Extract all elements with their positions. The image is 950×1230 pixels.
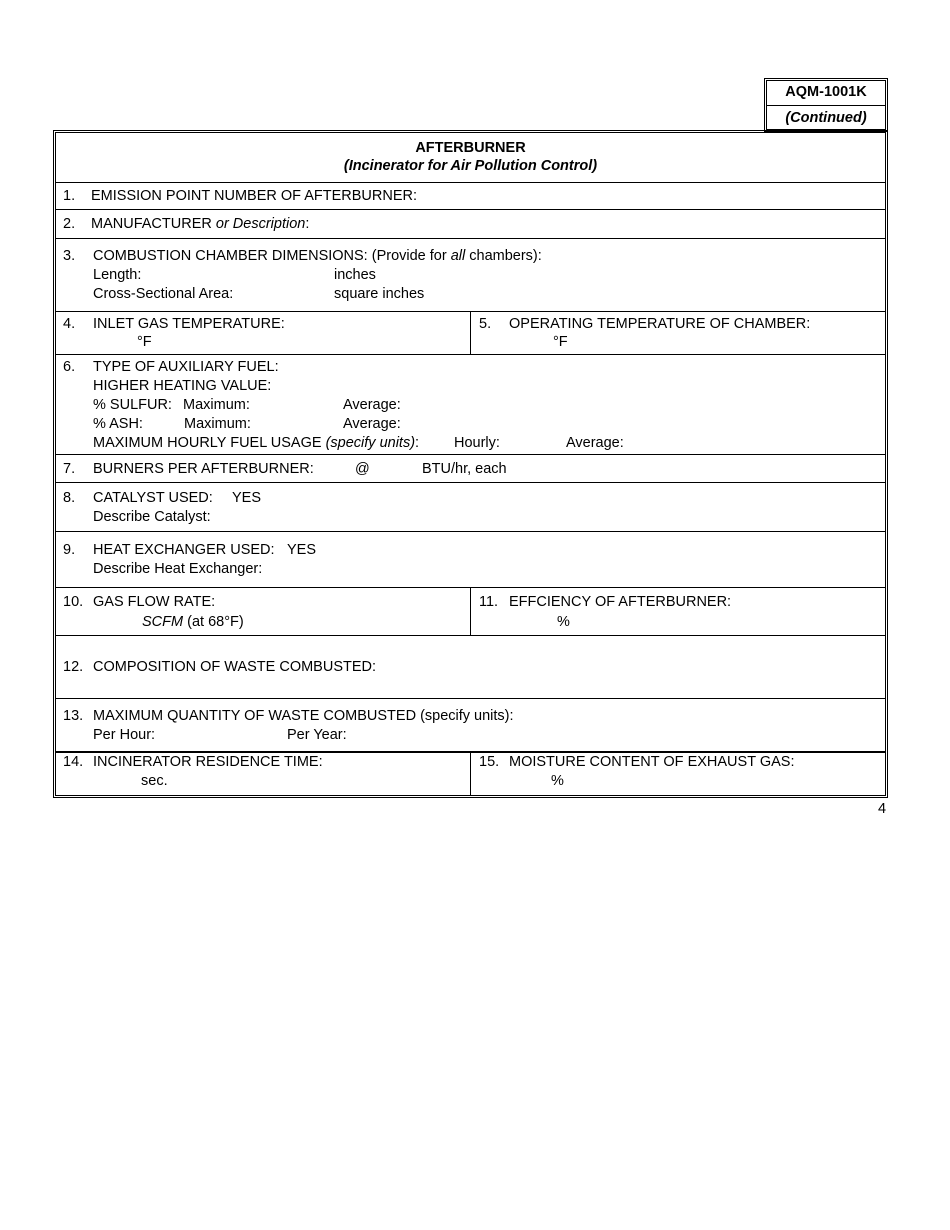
item-1-number: 1. <box>63 188 76 204</box>
heat-exchanger-used-label: HEAT EXCHANGER USED: <box>93 542 275 558</box>
burners-at-symbol: @ <box>355 461 370 477</box>
heating-value-label: HIGHER HEATING VALUE: <box>93 378 272 394</box>
operating-temp-unit: °F <box>553 334 568 350</box>
divider-4 <box>56 354 885 355</box>
item-13-number: 13. <box>63 708 84 724</box>
waste-quantity-label: MAXIMUM QUANTITY OF WASTE COMBUSTED (specify units): <box>93 708 514 724</box>
item-15-number: 15. <box>479 754 500 770</box>
fuel-usage-italic: (specify units) <box>325 435 416 451</box>
manufacturer-label-text: MANUFACTURER <box>91 216 212 232</box>
fuel-usage-label <box>93 435 419 451</box>
waste-composition-label: COMPOSITION OF WASTE COMBUSTED: <box>93 659 377 675</box>
burners-label: BURNERS PER AFTERBURNER: <box>93 461 314 477</box>
inlet-gas-temp-unit: °F <box>137 334 152 350</box>
divider-1 <box>56 209 885 210</box>
fuel-usage-average-label: Average: <box>566 435 624 451</box>
describe-catalyst-label: Describe Catalyst: <box>93 509 211 525</box>
residence-time-unit: sec. <box>141 773 168 789</box>
item-5-number: 5. <box>479 316 492 332</box>
item-11-number: 11. <box>479 594 499 610</box>
ash-label: % ASH: <box>93 416 143 432</box>
per-year-label: Per Year: <box>287 727 347 743</box>
fuel-usage-hourly-label: Hourly: <box>454 435 500 451</box>
page-number: 4 <box>878 801 887 817</box>
aux-fuel-type-label: TYPE OF AUXILIARY FUEL: <box>93 359 279 375</box>
gas-flow-rate-unit-italic: SCFM <box>142 614 184 630</box>
length-unit: inches <box>334 267 376 283</box>
form-code-divider <box>767 105 885 106</box>
moisture-content-unit: % <box>551 773 564 789</box>
item-2-number: 2. <box>63 216 76 232</box>
item-8-number: 8. <box>63 490 76 506</box>
divider-10-11 <box>470 587 471 635</box>
sulfur-maximum-label: Maximum: <box>183 397 250 413</box>
inlet-gas-temp-label: INLET GAS TEMPERATURE: <box>93 316 285 332</box>
describe-heat-exchanger-label: Describe Heat Exchanger: <box>93 561 263 577</box>
divider-header <box>56 182 885 183</box>
ash-maximum-label: Maximum: <box>184 416 251 432</box>
item-9-number: 9. <box>63 542 76 558</box>
efficiency-label: EFFCIENCY OF AFTERBURNER: <box>509 594 732 610</box>
per-hour-label: Per Hour: <box>93 727 156 743</box>
burners-unit: BTU/hr, each <box>422 461 507 477</box>
gas-flow-rate-label: GAS FLOW RATE: <box>93 594 216 610</box>
cross-section-unit: square inches <box>334 286 425 302</box>
chamber-dimensions-text-b: chambers): <box>469 248 542 264</box>
form-subtitle: (Incinerator for Air Pollution Control) <box>343 158 598 174</box>
divider-6 <box>56 454 885 455</box>
divider-14-15 <box>470 752 471 795</box>
form-code-id: AQM-1001K <box>785 84 867 100</box>
form-title: AFTERBURNER <box>415 140 526 156</box>
divider-10 <box>56 635 885 636</box>
length-label: Length: <box>93 267 142 283</box>
divider-7 <box>56 482 885 483</box>
gas-flow-rate-unit <box>142 614 244 630</box>
item-3-number: 3. <box>63 248 76 264</box>
divider-12 <box>56 698 885 699</box>
gas-flow-rate-unit-rest: (at 68°F) <box>187 614 244 630</box>
catalyst-used-label: CATALYST USED: <box>93 490 213 506</box>
divider-4-5 <box>470 311 471 354</box>
item-12-number: 12. <box>63 659 84 675</box>
manufacturer-label-italic: or Description <box>215 216 306 232</box>
emission-point-label: EMISSION POINT NUMBER OF AFTERBURNER: <box>91 188 418 204</box>
heat-exchanger-yes-option[interactable]: YES <box>287 542 317 558</box>
efficiency-unit: % <box>557 614 570 630</box>
fuel-usage-colon: : <box>415 435 420 451</box>
divider-8 <box>56 531 885 532</box>
moisture-content-label: MOISTURE CONTENT OF EXHAUST GAS: <box>509 754 795 770</box>
catalyst-yes-option[interactable]: YES <box>232 490 262 506</box>
ash-average-label: Average: <box>343 416 401 432</box>
residence-time-label: INCINERATOR RESIDENCE TIME: <box>93 754 323 770</box>
item-10-number: 10. <box>63 594 84 610</box>
divider-2 <box>56 238 885 239</box>
manufacturer-label-colon: : <box>305 216 310 232</box>
form-code-continued: (Continued) <box>785 110 867 126</box>
item-7-number: 7. <box>63 461 76 477</box>
chamber-dimensions-text-a: COMBUSTION CHAMBER DIMENSIONS: (Provide for <box>93 248 447 264</box>
sulfur-average-label: Average: <box>343 397 401 413</box>
fuel-usage-text: MAXIMUM HOURLY FUEL USAGE <box>93 435 322 451</box>
operating-temp-label: OPERATING TEMPERATURE OF CHAMBER: <box>509 316 811 332</box>
cross-section-label: Cross-Sectional Area: <box>93 286 234 302</box>
item-6-number: 6. <box>63 359 76 375</box>
item-4-number: 4. <box>63 316 76 332</box>
sulfur-label: % SULFUR: <box>93 397 172 413</box>
manufacturer-label <box>91 216 309 232</box>
chamber-dimensions-label <box>93 248 542 264</box>
item-14-number: 14. <box>63 754 84 770</box>
chamber-dimensions-italic: all <box>450 248 466 264</box>
